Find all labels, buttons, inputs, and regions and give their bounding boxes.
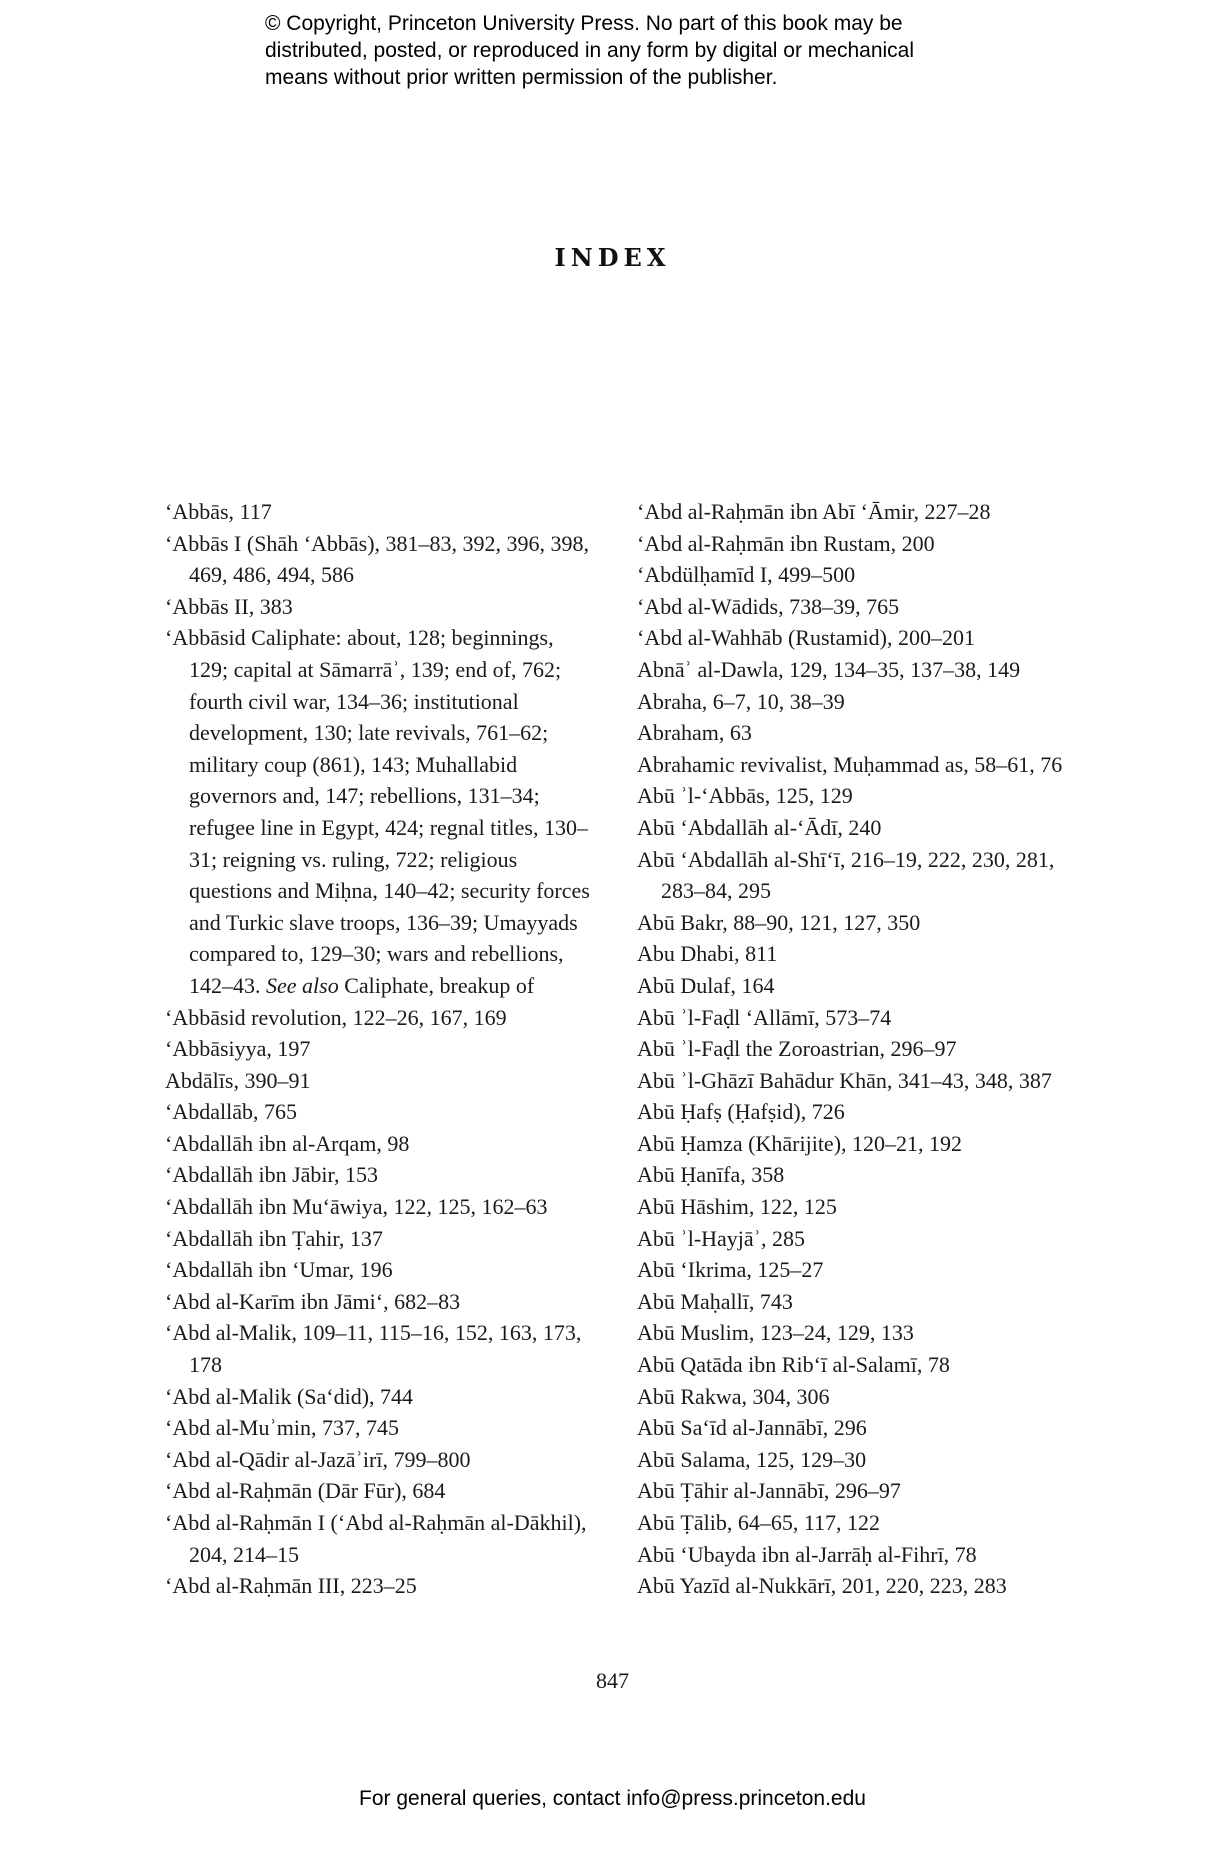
footer-contact: For general queries, contact info@press.princeton.edu — [359, 1787, 866, 1810]
index-entry — [637, 1223, 1067, 1255]
index-entry-text: Abū Ḥanīfa, 358 — [637, 1162, 785, 1188]
index-entry — [165, 1507, 597, 1570]
copyright-line: distributed, posted, or reproduced in any form by digital or mechanical — [265, 39, 915, 62]
index-entry — [165, 528, 597, 591]
page-number: 847 — [596, 1668, 629, 1693]
index-entry-text: ʻAbdallāh ibn Jābir, 153 — [165, 1162, 378, 1188]
index-entry-text: ʻAbd al-Qādir al-Jazāʾirī, 799–800 — [165, 1446, 471, 1472]
index-entry — [637, 970, 1067, 1002]
index-entry-text: Abū ʻAbdallāh al-Shīʻī, 216–19, 222, 230, 281, 283–84, 295 — [637, 846, 1055, 904]
index-entry — [165, 1033, 597, 1065]
index-entry — [637, 1065, 1067, 1097]
index-entry — [637, 1412, 1067, 1444]
index-entry — [637, 1475, 1067, 1507]
index-entry — [165, 1254, 597, 1286]
index-entry-text: ʻAbd al-Raḥmān I (ʻAbd al-Raḥmān al-Dākhil), 204, 214–15 — [165, 1510, 587, 1567]
index-entry-text: ʻAbbās II, 383 — [165, 593, 293, 619]
index-entry — [637, 686, 1067, 718]
index-entry — [637, 654, 1067, 686]
index-entry — [637, 1570, 1067, 1602]
index-entry-text: Abū Ḥafṣ (Ḥafṣid), 726 — [637, 1099, 845, 1125]
index-entry — [165, 1065, 597, 1097]
index-entry-text: ʻAbbāsiyya, 197 — [165, 1036, 311, 1062]
index-entry — [637, 1317, 1067, 1349]
index-entry-text: Abdālīs, 390–91 — [165, 1067, 311, 1093]
index-entry-text: Abū Dulaf, 164 — [637, 972, 775, 998]
index-entry-text: ʻAbdallāh ibn Muʻāwiya, 122, 125, 162–63 — [165, 1194, 548, 1220]
index-entry — [637, 749, 1067, 781]
index-entry-text: Abū Ṭālib, 64–65, 117, 122 — [637, 1510, 880, 1535]
index-entry-text: Abū Maḥallī, 743 — [637, 1288, 793, 1314]
copyright-line: © Copyright, Princeton University Press. No part of this book may be — [265, 12, 903, 35]
index-entry — [165, 1096, 597, 1128]
index-entry — [637, 496, 1067, 528]
see-also-label: See also — [266, 972, 339, 998]
index-entry — [637, 1096, 1067, 1128]
index-entry-text: ʻAbd al-Raḥmān (Dār Fūr), 684 — [165, 1478, 446, 1504]
index-entry — [165, 1381, 597, 1413]
index-entry-text: ʻAbd al-Raḥmān ibn Rustam, 200 — [637, 530, 935, 556]
index-entry-text: Abū ʾl-Faḍl the Zoroastrian, 296–97 — [637, 1036, 957, 1062]
index-entry-text: Abū ʻAbdallāh al-ʻĀdī, 240 — [637, 814, 882, 840]
index-entry — [637, 1349, 1067, 1381]
index-entry — [637, 812, 1067, 844]
index-entry-text: ʻAbdülḥamīd I, 499–500 — [637, 562, 856, 588]
index-entry-text: ʻAbdallāh ibn Ṭahir, 137 — [165, 1225, 383, 1251]
index-entry-text: Abū Ṭāhir al-Jannābī, 296–97 — [637, 1478, 901, 1504]
index-entry — [165, 1444, 597, 1476]
index-entry — [637, 938, 1067, 970]
index-entry-text: ʻAbd al-Wahhāb (Rustamid), 200–201 — [637, 625, 975, 651]
index-entry — [637, 1286, 1067, 1318]
index-entry-text: Abū ʾl-Faḍl ʻAllāmī, 573–74 — [637, 1004, 892, 1030]
index-entry-text: ʻAbbās I (Shāh ʻAbbās), 381–83, 392, 396, 398, 469, 486, 494, 586 — [165, 530, 590, 588]
index-entry — [165, 622, 597, 1001]
index-entry-text: ʻAbdallāh ibn ʻUmar, 196 — [165, 1257, 393, 1283]
see-also-target: Caliphate, breakup of — [344, 972, 535, 998]
index-entry-text: Abraham, 63 — [637, 720, 752, 746]
index-entry-text: ʻAbdallāb, 765 — [165, 1099, 297, 1125]
copyright-line: means without prior written permission of the publisher. — [265, 66, 778, 89]
index-entry-text: Abraha, 6–7, 10, 38–39 — [637, 688, 845, 714]
index-entry-text: ʻAbd al-Karīm ibn Jāmiʻ, 682–83 — [165, 1288, 461, 1314]
index-entry — [165, 496, 597, 528]
index-entry — [637, 1159, 1067, 1191]
index-entry — [637, 1033, 1067, 1065]
index-entry-text: Abū Saʻīd al-Jannābī, 296 — [637, 1415, 867, 1441]
index-entry — [637, 907, 1067, 939]
index-entry-text: ʻAbdallāh ibn al-Arqam, 98 — [165, 1130, 410, 1156]
index-entry-text: ʻAbbāsid Caliphate: about, 128; beginnings, 129; capital at Sāmarrāʾ, 139; end of, 762; fourth civil war, 134–36; institutional development, 130; late revivals, 761–62; military coup (861), 143; Muhallabid governors and, 147; rebellions, 131–34; refugee line in Egypt, 424; regnal titles, 130–31; reigning vs. ruling, 722; religious questions and Miḥna, 140–42; security forces and Turkic slave troops, 136–39; Umayyads compared to, 129–30; wars and rebellions, 142–43. — [165, 625, 590, 998]
index-entry-text: Abū Qatāda ibn Ribʻī al-Salamī, 78 — [637, 1352, 950, 1378]
index-entry-text: Abū ʻUbayda ibn al-Jarrāḥ al-Fihrī, 78 — [637, 1541, 977, 1567]
index-entry-text: Abnāʾ al-Dawla, 129, 134–35, 137–38, 149 — [637, 656, 1021, 682]
index-entry — [165, 1286, 597, 1318]
index-entry — [165, 1570, 597, 1602]
index-entry-text: Abū Muslim, 123–24, 129, 133 — [637, 1320, 914, 1346]
index-entry — [637, 528, 1067, 560]
index-entry — [637, 1002, 1067, 1034]
index-entry — [165, 1128, 597, 1160]
index-entry — [165, 1317, 597, 1380]
index-entry-text: Abū ʾl-Hayjāʾ, 285 — [637, 1225, 806, 1251]
index-entry — [165, 1002, 597, 1034]
index-entry-text: ʻAbd al-Raḥmān ibn Abī ʻĀmir, 227–28 — [637, 499, 991, 524]
index-entry — [637, 1539, 1067, 1571]
index-entry-text: Abu Dhabi, 811 — [637, 941, 778, 967]
index-entry — [637, 1128, 1067, 1160]
index-entry-text: Abū Salama, 125, 129–30 — [637, 1446, 867, 1472]
index-entry — [637, 591, 1067, 623]
index-entry — [637, 844, 1067, 907]
index-entry-text: Abū Rakwa, 304, 306 — [637, 1383, 830, 1409]
index-entry — [165, 1475, 597, 1507]
index-entry-text: Abū Ḥamza (Khārijite), 120–21, 192 — [637, 1130, 963, 1156]
index-entry-text: ʻAbd al-Malik, 109–11, 115–16, 152, 163, 173, 178 — [165, 1320, 582, 1378]
index-entry-text: Abū ʾl-ʻAbbās, 125, 129 — [637, 783, 853, 809]
index-entry — [637, 1381, 1067, 1413]
index-entry-text: ʻAbd al-Wādids, 738–39, 765 — [637, 593, 900, 619]
index-entry-text: ʻAbd al-Muʾmin, 737, 745 — [165, 1415, 400, 1441]
index-column-right — [637, 496, 1067, 1602]
index-entry — [165, 1412, 597, 1444]
index-column-left — [165, 496, 597, 1602]
index-entry — [637, 1191, 1067, 1223]
copyright-notice — [265, 10, 1025, 91]
index-entry-text: Abū ʻIkrima, 125–27 — [637, 1257, 824, 1283]
index-entry — [165, 591, 597, 623]
index-entry — [637, 1507, 1067, 1539]
index-entry — [165, 1223, 597, 1255]
index-entry-text: ʻAbd al-Raḥmān III, 223–25 — [165, 1573, 417, 1599]
index-entry-text: ʻAbd al-Malik (Saʻdid), 744 — [165, 1383, 414, 1409]
index-entry-text: ʻAbbāsid revolution, 122–26, 167, 169 — [165, 1004, 507, 1030]
index-entry-text: Abū Bakr, 88–90, 121, 127, 350 — [637, 909, 921, 935]
index-entry-text: ʻAbbās, 117 — [165, 499, 272, 524]
index-entry-text: Abū Hāshim, 122, 125 — [637, 1194, 837, 1220]
index-entry-text: Abū Yazīd al-Nukkārī, 201, 220, 223, 283 — [637, 1573, 1007, 1599]
index-entry — [637, 1254, 1067, 1286]
index-entry — [637, 717, 1067, 749]
index-entry-text: Abū ʾl-Ghāzī Bahādur Khān, 341–43, 348, 387 — [637, 1067, 1052, 1093]
index-entry — [165, 1191, 597, 1223]
index-entry — [637, 780, 1067, 812]
index-entry — [637, 622, 1067, 654]
page-title: INDEX — [554, 243, 671, 272]
index-entry-text: Abrahamic revivalist, Muḥammad as, 58–61, 76 — [637, 751, 1063, 777]
index-entry — [165, 1159, 597, 1191]
index-entry — [637, 1444, 1067, 1476]
index-entry — [637, 559, 1067, 591]
